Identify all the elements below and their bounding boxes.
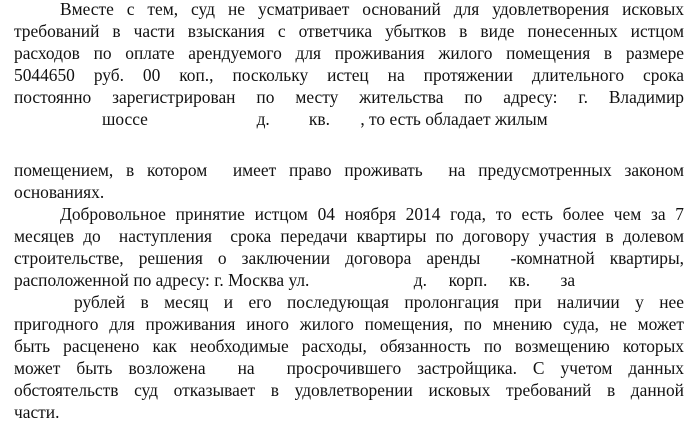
text-line: постоянно зарегистрирован по месту жительства по адресу: г. Владимир <box>14 87 684 107</box>
text-line: расходов по оплате арендуемого для проживания жилого помещения в размере <box>14 43 684 63</box>
text-line: строительстве, решения о заключении договора аренды -комнатной квартиры, <box>14 248 684 268</box>
text-line: 5044650 руб. 00 коп., поскольку истец на протяжении длительного срока <box>14 65 684 85</box>
text-line: обстоятельств суд отказывает в удовлетворении исковых требований в данной <box>14 380 684 400</box>
text-line: Вместе с тем, суд не усматривает оснований для удовлетворения исковых <box>60 0 684 19</box>
text-line: шоссе д. кв. , то есть обладает жилым <box>102 109 548 129</box>
text-line: требований в части взыскания с ответчика убытков в виде понесенных истцом <box>14 21 684 41</box>
text-line: рублей в месяц и его последующая пролонгация при наличии у нее <box>74 292 684 312</box>
text-line: пригодного для проживания иного жилого помещения, по мнению суда, не может <box>14 314 684 334</box>
text-line: помещением, в котором имеет право проживать на предусмотренных законом <box>14 160 684 180</box>
text-line: быть расценено как необходимые расходы, обязанность по возмещению которых <box>14 336 684 356</box>
text-line: месяцев до наступления срока передачи квартиры по договору участия в долевом <box>14 226 684 246</box>
text-line: основаниях. <box>14 182 105 202</box>
text-line: части. <box>14 402 60 422</box>
text-line: Добровольное принятие истцом 04 ноября 2014 года, то есть более чем за 7 <box>60 204 684 224</box>
text-line: расположенной по адресу: г. Москва ул. д. корп. кв. за <box>14 270 576 290</box>
text-line: может быть возложена на просрочившего застройщика. С учетом данных <box>14 358 684 378</box>
